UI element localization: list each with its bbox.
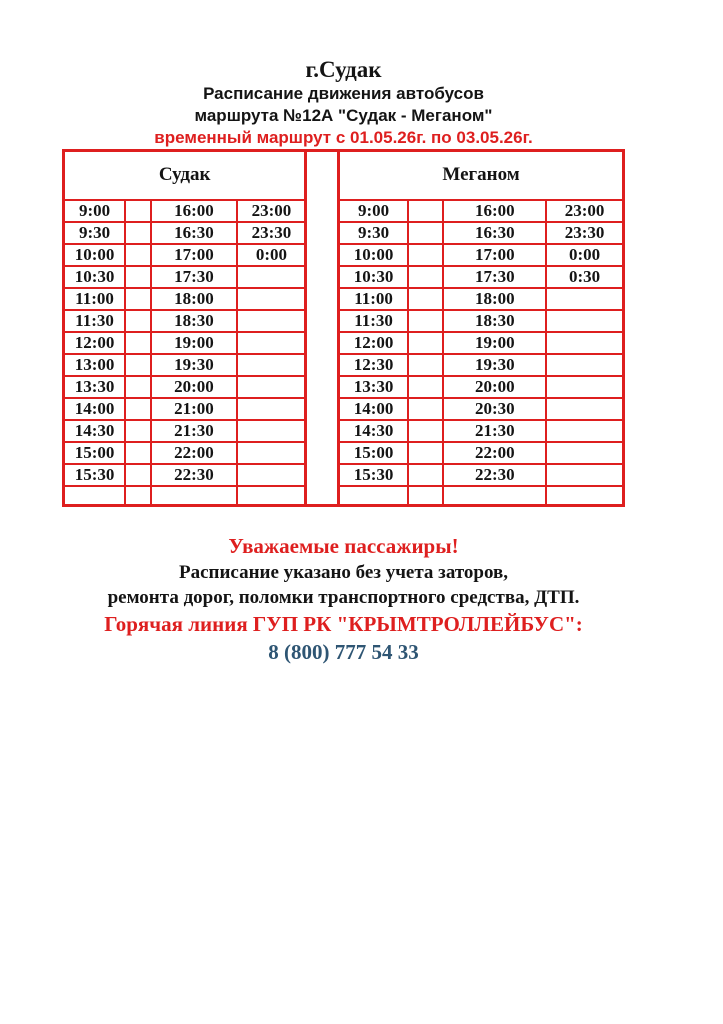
- time-cell: 11:30: [339, 310, 408, 332]
- time-cell: 0:30: [546, 266, 623, 288]
- time-cell: 11:00: [64, 288, 126, 310]
- schedule-row: [64, 398, 306, 420]
- time-cell: 18:00: [443, 288, 546, 310]
- schedule-row: [339, 464, 624, 486]
- document-footer: [62, 532, 625, 666]
- spacer-cell: [125, 486, 150, 506]
- time-cell: [237, 332, 305, 354]
- time-cell: [339, 486, 408, 506]
- spacer-cell: [125, 244, 150, 266]
- time-cell: [237, 442, 305, 464]
- schedule-row: [339, 222, 624, 244]
- schedule-row: [339, 354, 624, 376]
- schedule-row: [64, 442, 306, 464]
- time-cell: 9:00: [339, 200, 408, 222]
- time-cell: 17:30: [443, 266, 546, 288]
- time-cell: 17:00: [151, 244, 238, 266]
- spacer-cell: [408, 332, 443, 354]
- time-cell: 14:00: [64, 398, 126, 420]
- time-cell: [237, 266, 305, 288]
- schedule-row: [339, 376, 624, 398]
- schedule-row: [339, 442, 624, 464]
- schedule-row: [339, 486, 624, 506]
- table-header-row: [339, 151, 624, 200]
- time-cell: 12:30: [339, 354, 408, 376]
- meganom-timetable: [337, 149, 625, 507]
- schedule-row: [339, 398, 624, 420]
- time-cell: 21:30: [151, 420, 238, 442]
- table-header-row: [64, 151, 306, 200]
- time-cell: 10:30: [339, 266, 408, 288]
- schedule-row: [64, 332, 306, 354]
- spacer-cell: [125, 200, 150, 222]
- time-cell: 16:00: [443, 200, 546, 222]
- time-cell: [546, 332, 623, 354]
- time-cell: 13:00: [64, 354, 126, 376]
- time-cell: 14:30: [339, 420, 408, 442]
- time-cell: 12:00: [339, 332, 408, 354]
- time-cell: [237, 486, 305, 506]
- time-cell: 23:30: [237, 222, 305, 244]
- time-cell: 13:30: [339, 376, 408, 398]
- time-cell: [546, 376, 623, 398]
- spacer-cell: [125, 332, 150, 354]
- time-cell: [237, 398, 305, 420]
- time-cell: 14:00: [339, 398, 408, 420]
- time-cell: 20:30: [443, 398, 546, 420]
- time-cell: 21:00: [151, 398, 238, 420]
- document-header: [62, 56, 625, 148]
- time-cell: [546, 420, 623, 442]
- time-cell: 16:30: [151, 222, 238, 244]
- meganom-rows: [339, 200, 624, 506]
- time-cell: 20:00: [443, 376, 546, 398]
- schedule-row: [64, 288, 306, 310]
- time-cell: 9:30: [64, 222, 126, 244]
- time-cell: 9:30: [339, 222, 408, 244]
- spacer-cell: [408, 398, 443, 420]
- time-cell: 17:00: [443, 244, 546, 266]
- time-cell: [237, 354, 305, 376]
- schedule-row: [64, 266, 306, 288]
- spacer-cell: [408, 310, 443, 332]
- schedule-row: [339, 200, 624, 222]
- time-cell: [546, 354, 623, 376]
- schedule-row: [64, 464, 306, 486]
- time-cell: [546, 288, 623, 310]
- spacer-cell: [408, 420, 443, 442]
- spacer-cell: [408, 464, 443, 486]
- spacer-cell: [125, 420, 150, 442]
- schedule-row: [64, 222, 306, 244]
- sudak-timetable: [62, 149, 307, 507]
- time-cell: 12:00: [64, 332, 126, 354]
- time-cell: 22:00: [151, 442, 238, 464]
- spacer-cell: [408, 244, 443, 266]
- spacer-cell: [125, 398, 150, 420]
- sudak-rows: [64, 200, 306, 506]
- time-cell: [546, 442, 623, 464]
- spacer-cell: [408, 222, 443, 244]
- time-cell: 20:00: [151, 376, 238, 398]
- time-cell: [151, 486, 238, 506]
- time-cell: 18:00: [151, 288, 238, 310]
- time-cell: 22:00: [443, 442, 546, 464]
- schedule-row: [64, 310, 306, 332]
- spacer-cell: [125, 288, 150, 310]
- time-cell: [546, 486, 623, 506]
- time-cell: 10:00: [64, 244, 126, 266]
- time-cell: 16:00: [151, 200, 238, 222]
- subtitle-line1: Расписание движения автобусов: [203, 84, 484, 103]
- time-cell: [546, 310, 623, 332]
- time-cell: 22:30: [151, 464, 238, 486]
- schedule-row: [339, 310, 624, 332]
- schedule-row: [64, 486, 306, 506]
- time-cell: 17:30: [151, 266, 238, 288]
- time-cell: 16:30: [443, 222, 546, 244]
- schedule-row: [339, 288, 624, 310]
- city-title: г.Судак: [305, 57, 382, 82]
- spacer-cell: [125, 266, 150, 288]
- spacer-cell: [125, 310, 150, 332]
- schedule-row: [339, 244, 624, 266]
- spacer-cell: [408, 288, 443, 310]
- time-cell: 18:30: [443, 310, 546, 332]
- timetables-block: [62, 149, 625, 507]
- subtitle-line2: маршрута №12А "Судак - Меганом": [194, 106, 493, 125]
- time-cell: 23:00: [237, 200, 305, 222]
- time-cell: 9:00: [64, 200, 126, 222]
- time-cell: 14:30: [64, 420, 126, 442]
- spacer-cell: [125, 376, 150, 398]
- spacer-cell: [125, 222, 150, 244]
- disclaimer-line1: Расписание указано без учета заторов,: [178, 562, 509, 583]
- time-cell: [443, 486, 546, 506]
- time-cell: 19:00: [151, 332, 238, 354]
- time-cell: [546, 398, 623, 420]
- time-cell: 11:30: [64, 310, 126, 332]
- spacer-cell: [408, 266, 443, 288]
- time-cell: 10:00: [339, 244, 408, 266]
- disclaimer-line2: ремонта дорог, поломки транспортного средства, ДТП.: [107, 587, 580, 608]
- spacer-cell: [125, 354, 150, 376]
- time-cell: [64, 486, 126, 506]
- spacer-cell: [125, 464, 150, 486]
- time-cell: 23:00: [546, 200, 623, 222]
- time-cell: 10:30: [64, 266, 126, 288]
- schedule-row: [64, 200, 306, 222]
- spacer-cell: [408, 486, 443, 506]
- time-cell: [546, 464, 623, 486]
- time-cell: 22:30: [443, 464, 546, 486]
- time-cell: 15:00: [339, 442, 408, 464]
- time-cell: 15:30: [339, 464, 408, 486]
- table-title-sudak: Судак: [64, 151, 306, 200]
- schedule-row: [339, 266, 624, 288]
- time-cell: 15:30: [64, 464, 126, 486]
- time-cell: 21:30: [443, 420, 546, 442]
- schedule-row: [339, 420, 624, 442]
- spacer-cell: [408, 200, 443, 222]
- time-cell: 0:00: [546, 244, 623, 266]
- spacer-cell: [408, 354, 443, 376]
- time-cell: [237, 310, 305, 332]
- temporary-route-notice: временный маршрут с 01.05.26г. по 03.05.26г.: [154, 128, 533, 147]
- time-cell: [237, 420, 305, 442]
- spacer-cell: [408, 442, 443, 464]
- time-cell: 19:00: [443, 332, 546, 354]
- time-cell: [237, 464, 305, 486]
- hotline-label: Горячая линия ГУП РК "КРЫМТРОЛЛЕЙБУС":: [104, 612, 583, 636]
- passengers-salutation: Уважаемые пассажиры!: [228, 534, 459, 558]
- schedule-row: [64, 354, 306, 376]
- time-cell: 18:30: [151, 310, 238, 332]
- schedule-row: [64, 420, 306, 442]
- time-cell: 19:30: [443, 354, 546, 376]
- spacer-cell: [125, 442, 150, 464]
- schedule-row: [339, 332, 624, 354]
- tables-gap: [307, 149, 337, 507]
- schedule-row: [64, 244, 306, 266]
- time-cell: 11:00: [339, 288, 408, 310]
- time-cell: [237, 376, 305, 398]
- table-title-meganom: Меганом: [339, 151, 624, 200]
- time-cell: 19:30: [151, 354, 238, 376]
- time-cell: 15:00: [64, 442, 126, 464]
- spacer-cell: [408, 376, 443, 398]
- schedule-row: [64, 376, 306, 398]
- hotline-phone-number: 8 (800) 777 54 33: [268, 640, 419, 664]
- time-cell: 13:30: [64, 376, 126, 398]
- time-cell: 23:30: [546, 222, 623, 244]
- time-cell: 0:00: [237, 244, 305, 266]
- time-cell: [237, 288, 305, 310]
